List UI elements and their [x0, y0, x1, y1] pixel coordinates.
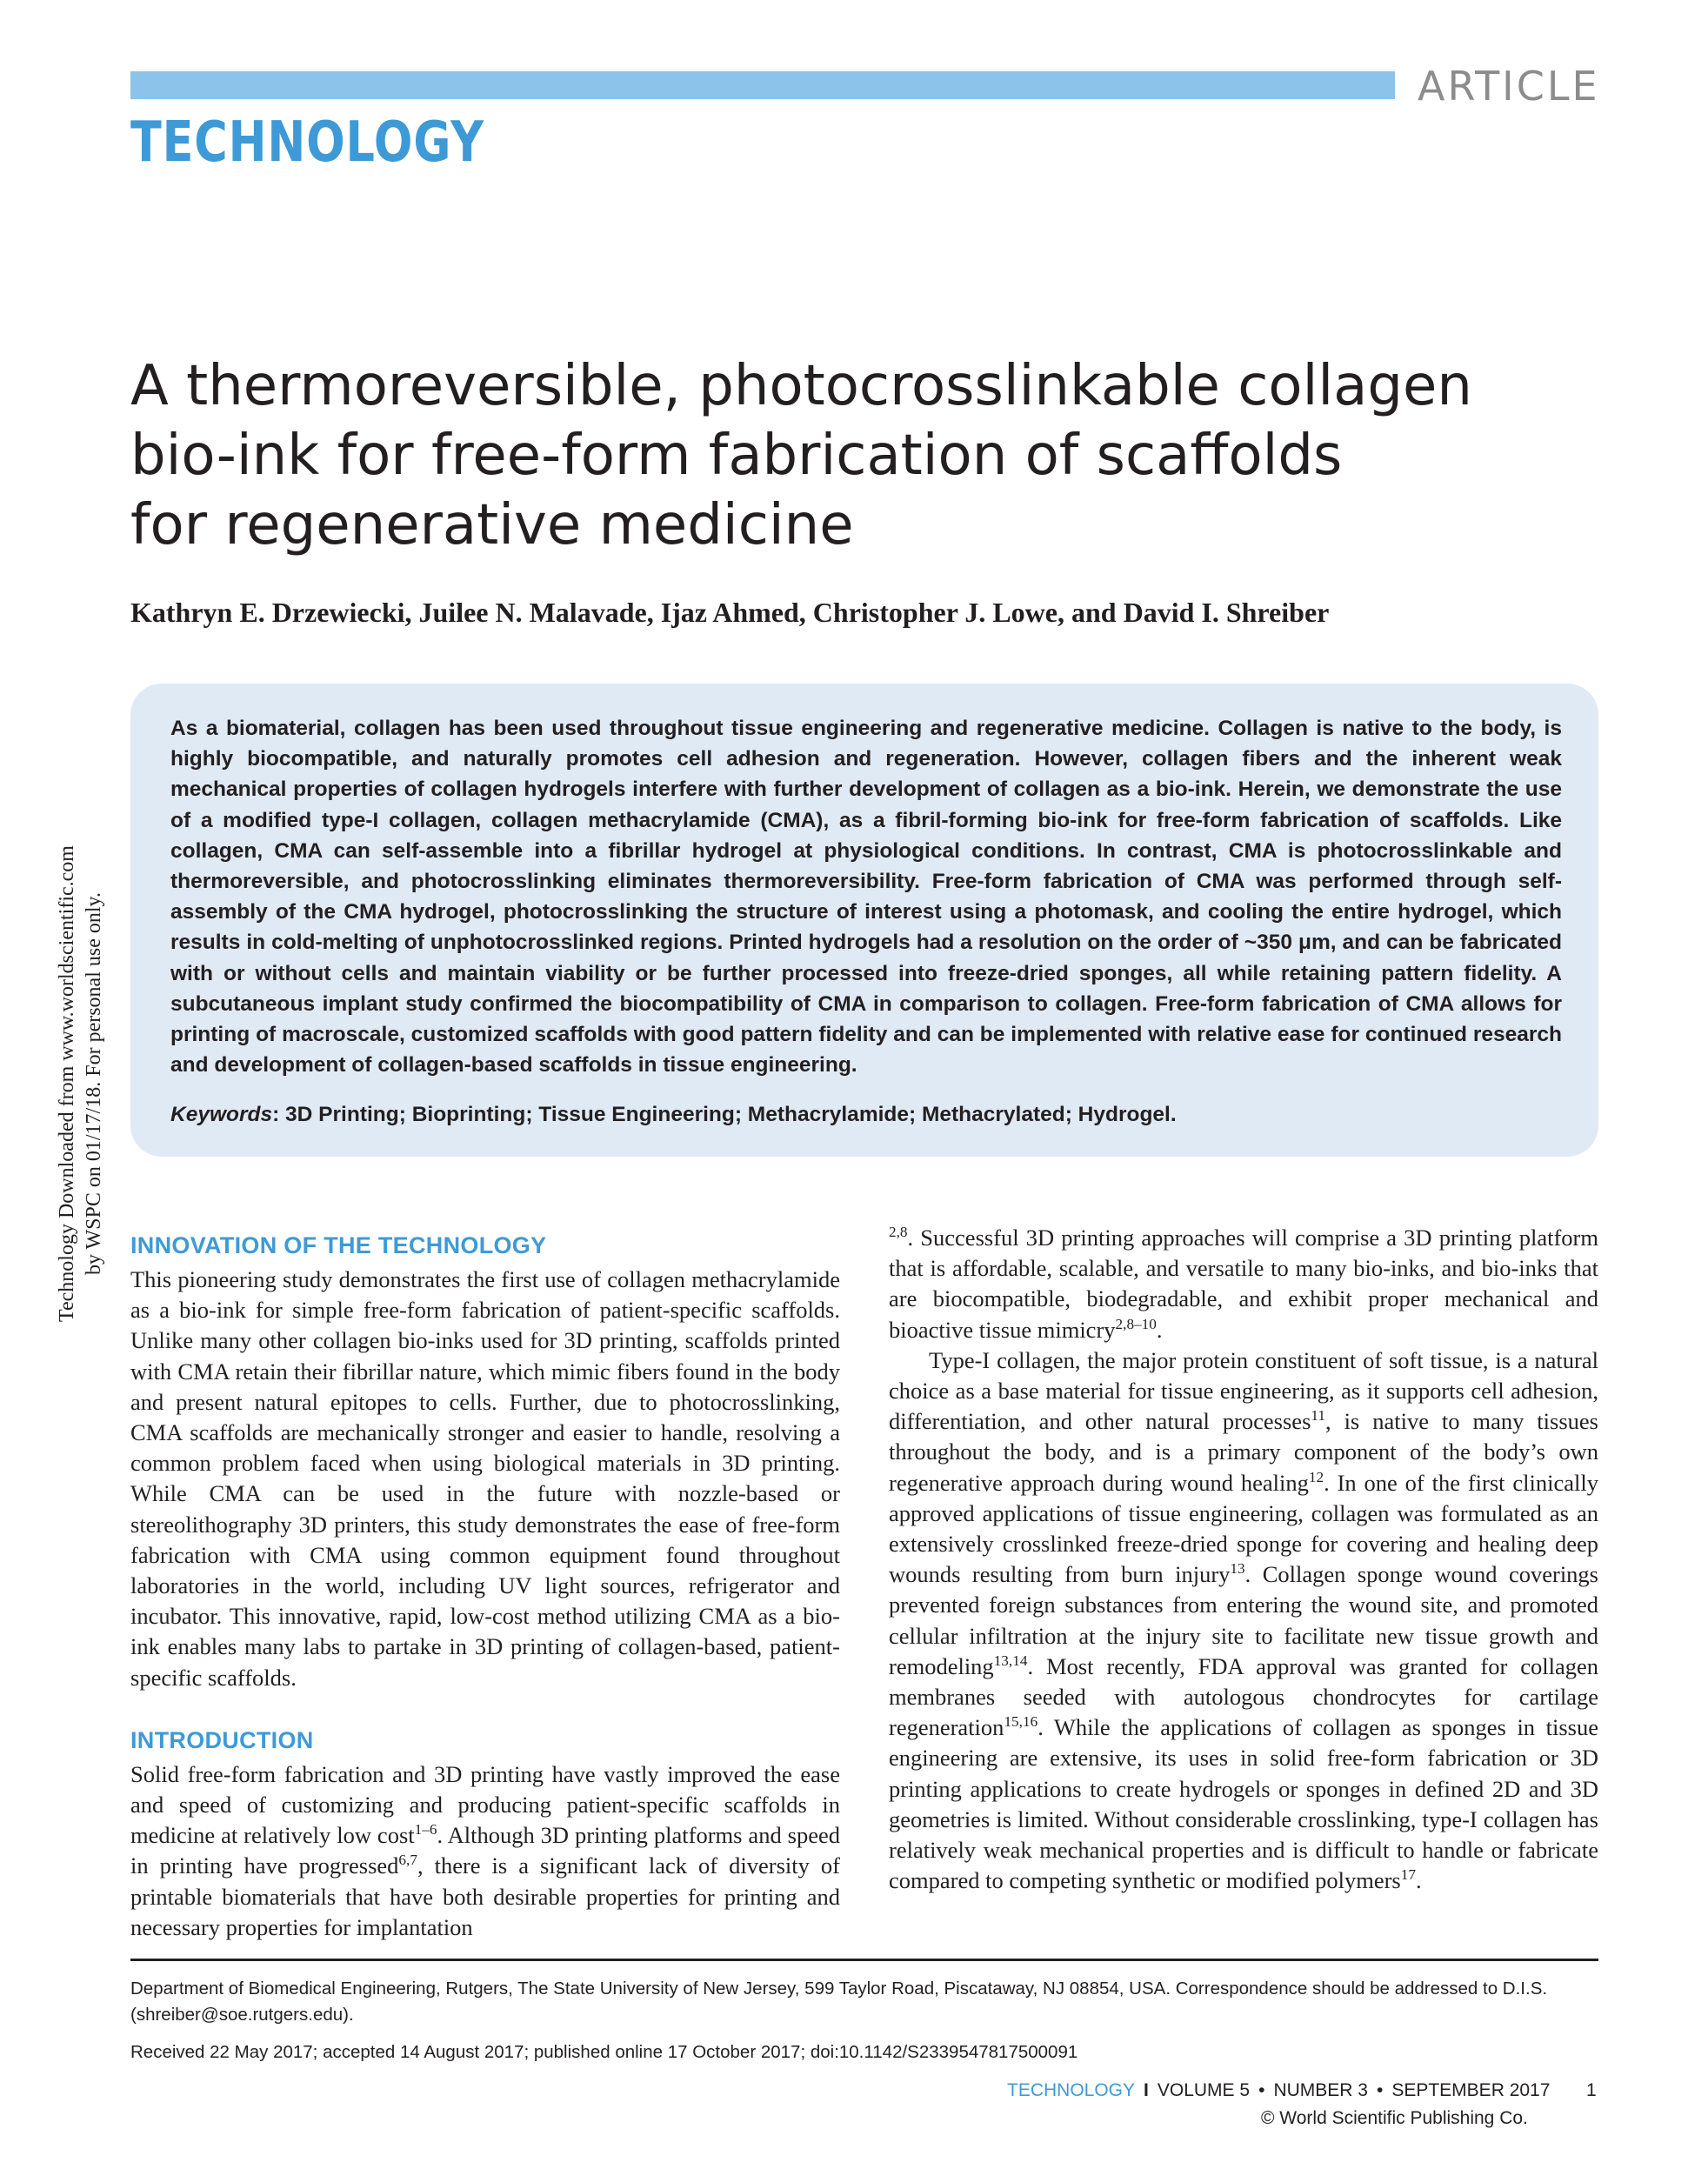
- introduction-heading: INTRODUCTION: [130, 1726, 314, 1753]
- text-run: Solid free-form fabrication and 3D printing have vastly improved the ease and speed of customizing and producing patient-specific scaffolds in medicine at relatively low cost: [130, 1760, 840, 1849]
- text-run: . While the applications of collagen as sponges in tissue engineering are extensive, its uses in solid free-form fabrication or 3D printing applications to create hydrogels or sponges in defined 2D and 3D geometries is limited. Without considerable crosslinking, type-I collagen has relatively weak mechanical properties and is difficult to handle or fabricate compared to competing synthetic or modified polymers: [889, 1714, 1598, 1894]
- journal-footer: [1007, 2080, 1550, 2101]
- footer-bullet: •: [1258, 2080, 1265, 2100]
- citation: 11: [1311, 1407, 1325, 1425]
- side-note-line-1: Technology Downloaded from www.worldscientific.com: [56, 845, 78, 1322]
- innovation-paragraph: This pioneering study demonstrates the first use of collagen methacrylamide as a bio-ink for simple free-form fabrication of patient-specific scaffolds. Unlike many other collagen bio-inks used for 3D printing, scaffolds printed with CMA retain their fibrillar nature, which mimic fibers found in the body and present natural epitopes to cells. Further, due to photocrosslinking, CMA scaffolds are mechanically stronger and easier to handle, resolving a common problem faced when using biological materials in 3D printing. While CMA can be used in the future with nozzle-based or stereolithography 3D printers, this study demonstrates the ease of free-form fabrication with CMA using common equipment found throughout laboratories in the world, including UV light sources, refrigerator and incubator. This innovative, rapid, low-cost method utilizing CMA as a bio-ink enables many labs to partake in 3D printing of collagen-based, patient-specific scaffolds.: [130, 1266, 840, 1691]
- keywords-list: : 3D Printing; Bioprinting; Tissue Engineering; Methacrylamide; Methacrylated; Hydrogel.: [272, 1103, 1177, 1126]
- title-line-2: bio-ink for free-form fabrication of scaffolds: [130, 424, 1343, 488]
- footer-date: SEPTEMBER 2017: [1391, 2080, 1551, 2100]
- footer-rule: [130, 1959, 1598, 1961]
- text-run: . In one of the first clinically approved applications of tissue engineering, collagen was formulated as an extensively crosslinked freeze-dried sponge for covering and healing deep wounds resulting from burn injury: [889, 1469, 1598, 1588]
- footer-volume: VOLUME 5: [1157, 2080, 1251, 2100]
- side-note-line-2: by WSPC on 01/17/18. For personal use only.: [83, 892, 105, 1276]
- text-run: . Most recently, FDA approval was granted for collagen membranes seeded with autologous chondrocytes for cartilage regeneration: [889, 1652, 1598, 1741]
- citation: 2,8: [889, 1224, 908, 1241]
- title-line-1: A thermoreversible, photocrosslinkable collagen: [130, 354, 1472, 418]
- introduction-paragraph-1-part-2: [889, 1223, 1598, 1345]
- introduction-paragraph-1-part-1: [130, 1759, 840, 1943]
- text-run: , there is a significant lack of diversity of printable biomaterials that have both desirable properties for printing and necessary properties for implantation: [130, 1852, 840, 1940]
- citation: 6,7: [398, 1852, 417, 1869]
- footer-bullet: •: [1376, 2080, 1384, 2100]
- citation: 12: [1308, 1468, 1324, 1485]
- article-type-label: ARTICLE: [1418, 63, 1600, 110]
- citation: 13,14: [993, 1652, 1028, 1670]
- text-run: . Successful 3D printing approaches will comprise a 3D printing platform that is affordable, scalable, and versatile to many bio-inks, and bio-inks that are biocompatible, biodegradable, and exhibit proper mechanical and bioactive tissue mimicry: [889, 1225, 1598, 1343]
- footer-separator: I: [1144, 2080, 1149, 2100]
- footer-journal-name: TECHNOLOGY: [1007, 2080, 1136, 2100]
- received-dates: Received 22 May 2017; accepted 14 August 2017; published online 17 October 2017; doi:10.1142/S2339547817500091: [130, 2042, 1078, 2062]
- header-rule: [130, 71, 1395, 99]
- article-title: [130, 351, 1487, 560]
- title-line-3: for regenerative medicine: [130, 493, 854, 557]
- citation: 13: [1230, 1560, 1245, 1578]
- citation: 2,8–10: [1115, 1315, 1157, 1332]
- citation: 1–6: [414, 1821, 437, 1839]
- left-column: [130, 1228, 840, 1943]
- journal-name: TECHNOLOGY: [130, 110, 484, 175]
- text-run: . Collagen sponge wound coverings prevented foreign substances from entering the wound site, and promoted cellular infiltration at the injury site to facilitate new tissue growth and remodeling: [889, 1561, 1598, 1679]
- introduction-section: [130, 1723, 840, 1943]
- text-run: . Although 3D printing platforms and speed in printing have progressed: [130, 1822, 840, 1879]
- publisher-copyright: © World Scientific Publishing Co.: [1261, 2108, 1528, 2128]
- page-number: 1: [1586, 2080, 1597, 2100]
- text-run: .: [1415, 1867, 1422, 1894]
- text-run: .: [1156, 1316, 1163, 1343]
- author-list: Kathryn E. Drzewiecki, Juilee N. Malavade, Ijaz Ahmed, Christopher J. Lowe, and David I. Shreiber: [130, 597, 1330, 628]
- keywords-label: Keywords: [170, 1103, 273, 1126]
- right-column: [889, 1223, 1598, 1896]
- innovation-heading: INNOVATION OF THE TECHNOLOGY: [130, 1232, 547, 1258]
- introduction-paragraph-2: [889, 1345, 1598, 1897]
- citation: 15,16: [1004, 1713, 1038, 1731]
- abstract-text: As a biomaterial, collagen has been used throughout tissue engineering and regenerative medicine. Collagen is native to the body, is highly biocompatible, and naturally promotes cell adhesion and regeneration. However, collagen fibers and the inherent weak mechanical properties of collagen hydrogels interfere with further development of collagen as a bio-ink. Herein, we demonstrate the use of a modified type-I collagen, collagen methacrylamide (CMA), as a fibril-forming bio-ink for free-form fabrication of scaffolds. Like collagen, CMA can self-assemble into a fibrillar hydrogel at physiological conditions. In contrast, CMA is photocrosslinkable and thermoreversible, and photocrosslinking eliminates thermoreversibility. Free-form fabrication of CMA was performed through self-assembly of the CMA hydrogel, photocrosslinking the structure of interest using a photomask, and cooling the entire hydrogel, which results in cold-melting of unphotocrosslinked regions. Printed hydrogels had a resolution on the order of ~350 μm, and can be fabricated with or without cells and maintain viability or be further processed into freeze-dried sponges, all while retaining pattern fidelity. A subcutaneous implant study confirmed the biocompatibility of CMA in comparison to collagen. Free-form fabrication of CMA allows for printing of macroscale, customized scaffolds with good pattern fidelity and can be implemented with relative ease for continued research and development of collagen-based scaffolds in tissue engineering.: [170, 717, 1562, 1078]
- footer-number: NUMBER 3: [1273, 2080, 1368, 2100]
- text-run: Type-I collagen, the major protein constituent of soft tissue, is a natural choice as a base material for tissue engineering, as it supports cell adhesion, differentiation, and other natural processes: [889, 1346, 1598, 1435]
- abstract-box: [130, 684, 1598, 1157]
- keywords: [170, 1103, 1177, 1127]
- citation: 17: [1400, 1866, 1416, 1884]
- text-run: , is native to many tissues throughout the body, and is a primary component of the body’s own regenerative approach during wound healing: [889, 1408, 1598, 1496]
- affiliation-note: Department of Biomedical Engineering, Rutgers, The State University of New Jersey, 599 Taylor Road, Piscataway, NJ 08854, USA. Correspondence should be addressed to D.I.S. (shreiber@soe.rutgers.edu).: [130, 1979, 1548, 2025]
